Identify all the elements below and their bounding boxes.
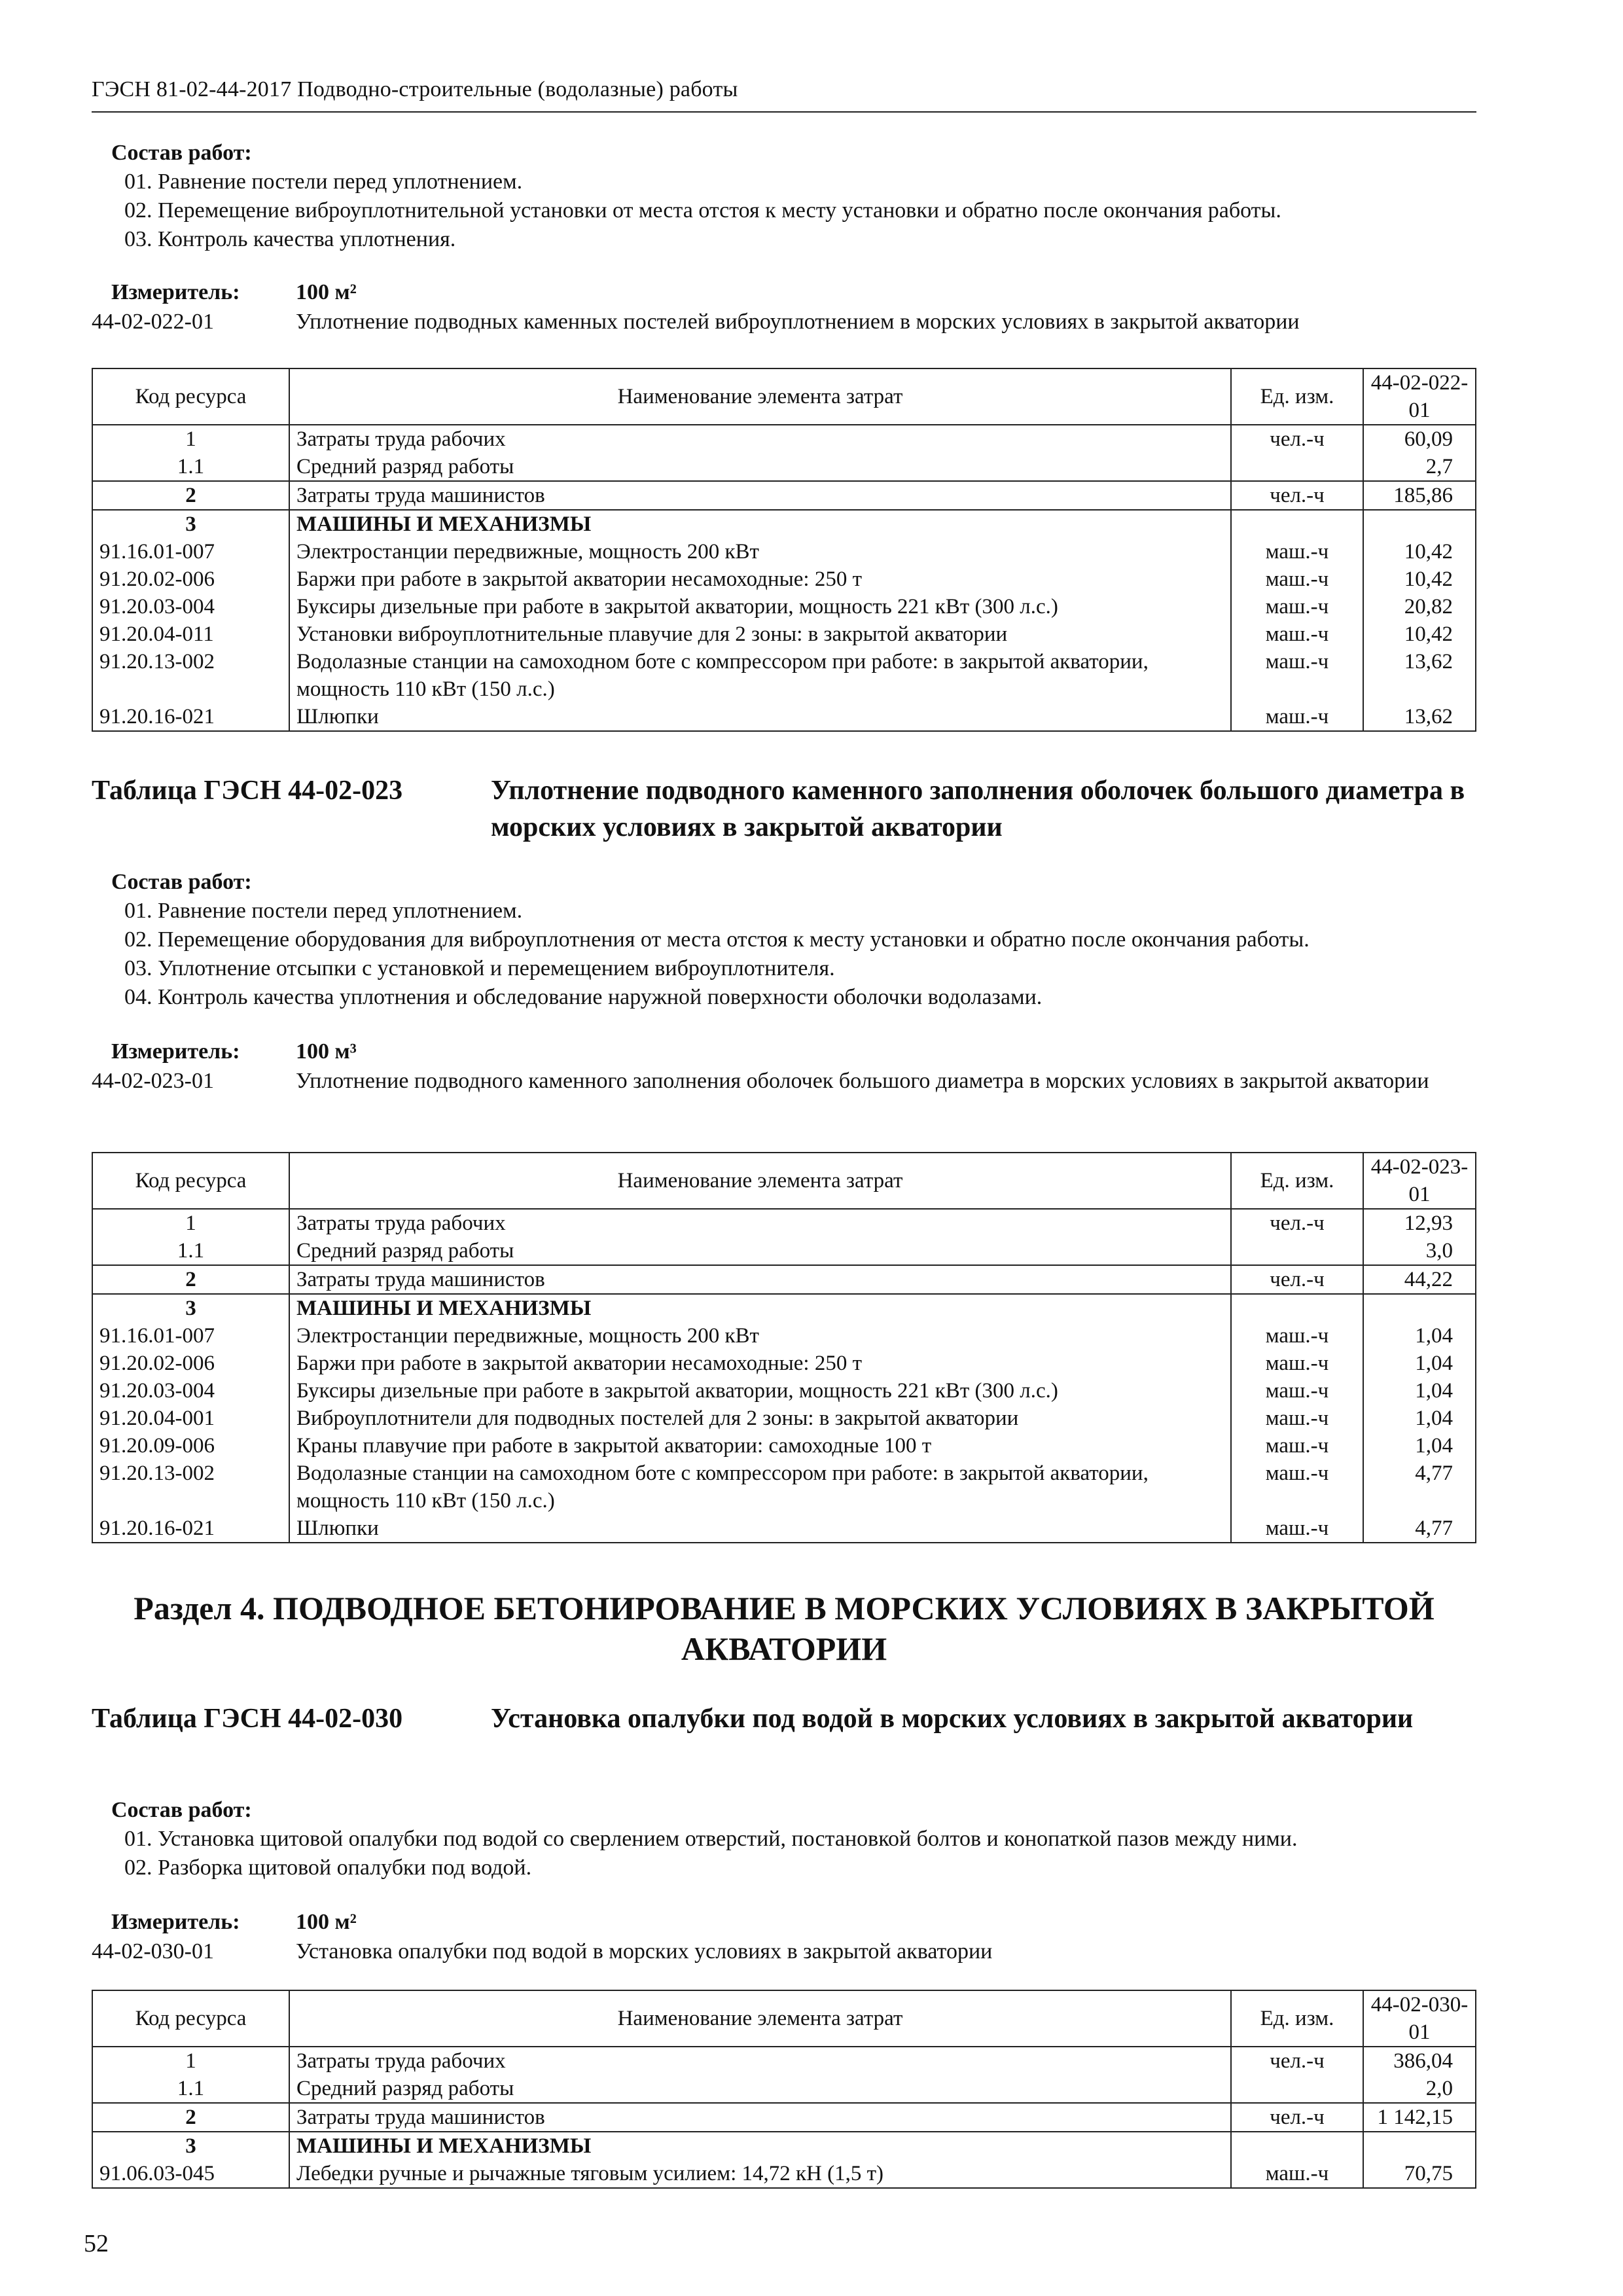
meter-block-3 [92, 1910, 1476, 1965]
cell-code: 2 [92, 2103, 289, 2132]
norm-description: Уплотнение подводного каменного заполнения оболочек большого диаметра в морских условиях в закрытой акватории [296, 1069, 1429, 1093]
cell-value: 70,75 [1363, 2160, 1476, 2188]
cell-unit: маш.-ч [1231, 1515, 1363, 1543]
cell-code: 91.20.02-006 [92, 1350, 289, 1377]
cell-name: Виброуплотнители для подводных постелей для 2 зоны: в закрытой акватории [289, 1405, 1231, 1432]
cell-value: 2,7 [1363, 453, 1476, 481]
col-header-code: Код ресурса [92, 1153, 289, 1209]
norm-description: Установка опалубки под водой в морских условиях в закрытой акватории [296, 1939, 993, 1964]
table-row [92, 2103, 1476, 2132]
cell-value: 10,42 [1363, 620, 1476, 648]
cell-name: Шлюпки [289, 703, 1231, 731]
cell-code: 3 [92, 510, 289, 538]
cell-code: 2 [92, 1265, 289, 1294]
cell-code: 91.20.04-001 [92, 1405, 289, 1432]
col-header-name: Наименование элемента затрат [289, 368, 1231, 425]
cell-code: 91.20.16-021 [92, 1515, 289, 1543]
composition-label: Состав работ: [111, 870, 252, 894]
work-item: 01. Установка щитовой опалубки под водой со сверлением отверстий, постановкой болтов и конопаткой пазов между ними. [124, 1827, 1298, 1851]
cell-name: Водолазные станции на самоходном боте с компрессором при работе: в закрытой акватории, мощность 110 кВт (150 л.с.) [289, 648, 1231, 703]
cell-value: 185,86 [1363, 481, 1476, 510]
col-header-name: Наименование элемента затрат [289, 1990, 1231, 2047]
meter-label: Измеритель: [111, 1910, 240, 1934]
work-item: 02. Перемещение виброуплотнительной установки от места отстоя к месту установки и обратно после окончания работы. [124, 198, 1281, 223]
table-row [92, 453, 1476, 481]
work-item: 03. Уплотнение отсыпки с установкой и перемещением виброуплотнителя. [124, 956, 835, 980]
cell-code: 1.1 [92, 2075, 289, 2103]
cell-unit: маш.-ч [1231, 703, 1363, 731]
table-title-44-02-023 [92, 772, 1476, 846]
cell-name: Средний разряд работы [289, 1237, 1231, 1265]
cell-name: Шлюпки [289, 1515, 1231, 1543]
cell-value: 4,77 [1363, 1460, 1476, 1515]
cell-unit: маш.-ч [1231, 620, 1363, 648]
cell-code: 1 [92, 2047, 289, 2075]
table-title-text: Установка опалубки под водой в морских условиях в закрытой акватории [491, 1704, 1414, 1734]
cell-value: 3,0 [1363, 1237, 1476, 1265]
cell-unit: чел.-ч [1231, 2047, 1363, 2075]
cell-code: 3 [92, 2132, 289, 2160]
cell-name: Затраты труда машинистов [289, 1265, 1231, 1294]
col-header-code: Код ресурса [92, 368, 289, 425]
work-item: 02. Перемещение оборудования для виброуплотнения от места отстоя к месту установки и обратно после окончания работы. [124, 927, 1310, 952]
cell-value: 4,77 [1363, 1515, 1476, 1543]
col-header-norm: 44-02-022-01 [1363, 368, 1476, 425]
cell-name: Водолазные станции на самоходном боте с компрессором при работе: в закрытой акватории, мощность 110 кВт (150 л.с.) [289, 1460, 1231, 1515]
meter-block-1 [92, 280, 1476, 335]
composition-label: Состав работ: [111, 141, 252, 165]
cell-code: 91.20.02-006 [92, 565, 289, 593]
cell-unit: маш.-ч [1231, 593, 1363, 620]
page-number: 52 [84, 2230, 109, 2257]
cell-code: 91.20.03-004 [92, 1377, 289, 1405]
cell-unit [1231, 1294, 1363, 1322]
table-row [92, 703, 1476, 731]
work-composition-2 [92, 868, 1476, 1012]
resource-table [92, 1152, 1476, 1543]
cell-value: 13,62 [1363, 703, 1476, 731]
cell-value: 10,42 [1363, 538, 1476, 565]
work-item: 03. Контроль качества уплотнения. [124, 227, 456, 251]
cell-value: 1,04 [1363, 1432, 1476, 1460]
cell-name: Затраты труда рабочих [289, 425, 1231, 453]
table-row [92, 425, 1476, 453]
cell-unit: чел.-ч [1231, 481, 1363, 510]
table-row [92, 1432, 1476, 1460]
norm-code: 44-02-030-01 [92, 1939, 214, 1964]
table-row [92, 1265, 1476, 1294]
table-row [92, 1460, 1476, 1515]
cell-name: Краны плавучие при работе в закрытой акватории: самоходные 100 т [289, 1432, 1231, 1460]
resource-table-2-wrap [92, 1152, 1476, 1543]
cell-value: 1,04 [1363, 1377, 1476, 1405]
cell-name: Средний разряд работы [289, 2075, 1231, 2103]
table-row [92, 1237, 1476, 1265]
table-row [92, 2075, 1476, 2103]
work-composition-1 [92, 139, 1476, 254]
composition-label: Состав работ: [111, 1798, 252, 1822]
table-title-text: Уплотнение подводного каменного заполнения оболочек большого диаметра в морских условиях в закрытой акватории [491, 776, 1465, 842]
cell-code: 91.16.01-007 [92, 1322, 289, 1350]
cell-name: Затраты труда рабочих [289, 2047, 1231, 2075]
cell-value: 44,22 [1363, 1265, 1476, 1294]
table-row [92, 1294, 1476, 1322]
resource-table [92, 1990, 1476, 2189]
cell-value [1363, 510, 1476, 538]
work-item: 01. Равнение постели перед уплотнением. [124, 170, 523, 194]
cell-code: 1.1 [92, 453, 289, 481]
cell-unit: маш.-ч [1231, 648, 1363, 703]
cell-name: Затраты труда рабочих [289, 1209, 1231, 1237]
meter-label: Измеритель: [111, 1039, 240, 1064]
cell-value: 10,42 [1363, 565, 1476, 593]
cell-name: Электростанции передвижные, мощность 200 кВт [289, 538, 1231, 565]
cell-name: Буксиры дизельные при работе в закрытой акватории, мощность 221 кВт (300 л.с.) [289, 593, 1231, 620]
work-composition-3 [92, 1796, 1476, 1882]
col-header-name: Наименование элемента затрат [289, 1153, 1231, 1209]
cell-name: Буксиры дизельные при работе в закрытой акватории, мощность 221 кВт (300 л.с.) [289, 1377, 1231, 1405]
cell-unit [1231, 1237, 1363, 1265]
col-header-norm: 44-02-030-01 [1363, 1990, 1476, 2047]
cell-name: Затраты труда машинистов [289, 481, 1231, 510]
cell-code: 91.20.16-021 [92, 703, 289, 731]
cell-unit: маш.-ч [1231, 1432, 1363, 1460]
cell-unit: маш.-ч [1231, 1460, 1363, 1515]
cell-code: 91.06.03-045 [92, 2160, 289, 2188]
cell-code: 2 [92, 481, 289, 510]
resource-table [92, 368, 1476, 732]
cell-unit: чел.-ч [1231, 1265, 1363, 1294]
meter-value: 100 м² [296, 280, 357, 304]
table-row [92, 481, 1476, 510]
cell-code: 91.20.13-002 [92, 1460, 289, 1515]
cell-code: 91.20.13-002 [92, 648, 289, 703]
work-item: 04. Контроль качества уплотнения и обследование наружной поверхности оболочки водолазами. [124, 985, 1043, 1009]
cell-name: МАШИНЫ И МЕХАНИЗМЫ [289, 1294, 1231, 1322]
table-row [92, 1350, 1476, 1377]
cell-unit: маш.-ч [1231, 1350, 1363, 1377]
header-rule [92, 111, 1476, 113]
table-row [92, 2132, 1476, 2160]
cell-value: 20,82 [1363, 593, 1476, 620]
cell-value [1363, 1294, 1476, 1322]
cell-unit [1231, 2075, 1363, 2103]
cell-value: 1,04 [1363, 1350, 1476, 1377]
meter-value: 100 м³ [296, 1039, 357, 1064]
meter-value: 100 м² [296, 1910, 357, 1934]
cell-value: 12,93 [1363, 1209, 1476, 1237]
cell-value [1363, 2132, 1476, 2160]
table-row [92, 1405, 1476, 1432]
table-row [92, 1322, 1476, 1350]
col-header-code: Код ресурса [92, 1990, 289, 2047]
work-item: 01. Равнение постели перед уплотнением. [124, 899, 523, 923]
cell-code: 91.20.03-004 [92, 593, 289, 620]
cell-code: 91.16.01-007 [92, 538, 289, 565]
cell-unit: чел.-ч [1231, 425, 1363, 453]
cell-name: Электростанции передвижные, мощность 200 кВт [289, 1322, 1231, 1350]
cell-value: 1,04 [1363, 1322, 1476, 1350]
table-title-label: Таблица ГЭСН 44-02-030 [92, 1704, 403, 1734]
cell-name: Баржи при работе в закрытой акватории несамоходные: 250 т [289, 565, 1231, 593]
cell-unit [1231, 453, 1363, 481]
cell-value: 60,09 [1363, 425, 1476, 453]
section-title: Раздел 4. ПОДВОДНОЕ БЕТОНИРОВАНИЕ В МОРСКИХ УСЛОВИЯХ В ЗАКРЫТОЙ АКВАТОРИИ [134, 1590, 1435, 1667]
table-title-44-02-030 [92, 1700, 1476, 1737]
table-row [92, 2047, 1476, 2075]
cell-unit: маш.-ч [1231, 1405, 1363, 1432]
table-row [92, 2160, 1476, 2188]
table-row [92, 620, 1476, 648]
cell-unit: маш.-ч [1231, 2160, 1363, 2188]
resource-table-1-wrap [92, 368, 1476, 732]
table-row [92, 538, 1476, 565]
table-title-label: Таблица ГЭСН 44-02-023 [92, 776, 403, 806]
work-item: 02. Разборка щитовой опалубки под водой. [124, 1856, 532, 1880]
resource-table-3-wrap [92, 1990, 1476, 2189]
cell-name: Установки виброуплотнительные плавучие для 2 зоны: в закрытой акватории [289, 620, 1231, 648]
cell-unit: чел.-ч [1231, 2103, 1363, 2132]
cell-unit: чел.-ч [1231, 1209, 1363, 1237]
cell-name: Затраты труда машинистов [289, 2103, 1231, 2132]
cell-name: Лебедки ручные и рычажные тяговым усилием: 14,72 кН (1,5 т) [289, 2160, 1231, 2188]
cell-value: 13,62 [1363, 648, 1476, 703]
table-row [92, 648, 1476, 703]
cell-value: 1 142,15 [1363, 2103, 1476, 2132]
norm-code: 44-02-022-01 [92, 310, 214, 334]
table-row [92, 565, 1476, 593]
cell-name: Средний разряд работы [289, 453, 1231, 481]
table-row [92, 1209, 1476, 1237]
cell-code: 91.20.04-011 [92, 620, 289, 648]
cell-unit: маш.-ч [1231, 538, 1363, 565]
table-row [92, 1377, 1476, 1405]
running-header: ГЭСН 81-02-44-2017 Подводно-строительные (водолазные) работы [92, 77, 738, 101]
table-row [92, 593, 1476, 620]
table-row [92, 1515, 1476, 1543]
cell-unit [1231, 510, 1363, 538]
col-header-unit: Ед. изм. [1231, 368, 1363, 425]
cell-name: Баржи при работе в закрытой акватории несамоходные: 250 т [289, 1350, 1231, 1377]
cell-code: 91.20.09-006 [92, 1432, 289, 1460]
norm-description: Уплотнение подводных каменных постелей виброуплотнением в морских условиях в закрытой акватории [296, 310, 1300, 334]
table-row [92, 510, 1476, 538]
col-header-unit: Ед. изм. [1231, 1153, 1363, 1209]
cell-unit: маш.-ч [1231, 1377, 1363, 1405]
cell-code: 1 [92, 425, 289, 453]
cell-code: 1 [92, 1209, 289, 1237]
cell-value: 2,0 [1363, 2075, 1476, 2103]
meter-block-2 [92, 1039, 1476, 1094]
norm-code: 44-02-023-01 [92, 1069, 214, 1093]
meter-label: Измеритель: [111, 280, 240, 304]
cell-unit [1231, 2132, 1363, 2160]
cell-code: 3 [92, 1294, 289, 1322]
cell-value: 386,04 [1363, 2047, 1476, 2075]
cell-name: МАШИНЫ И МЕХАНИЗМЫ [289, 510, 1231, 538]
cell-unit: маш.-ч [1231, 1322, 1363, 1350]
cell-name: МАШИНЫ И МЕХАНИЗМЫ [289, 2132, 1231, 2160]
col-header-unit: Ед. изм. [1231, 1990, 1363, 2047]
cell-code: 1.1 [92, 1237, 289, 1265]
col-header-norm: 44-02-023-01 [1363, 1153, 1476, 1209]
cell-unit: маш.-ч [1231, 565, 1363, 593]
cell-value: 1,04 [1363, 1405, 1476, 1432]
